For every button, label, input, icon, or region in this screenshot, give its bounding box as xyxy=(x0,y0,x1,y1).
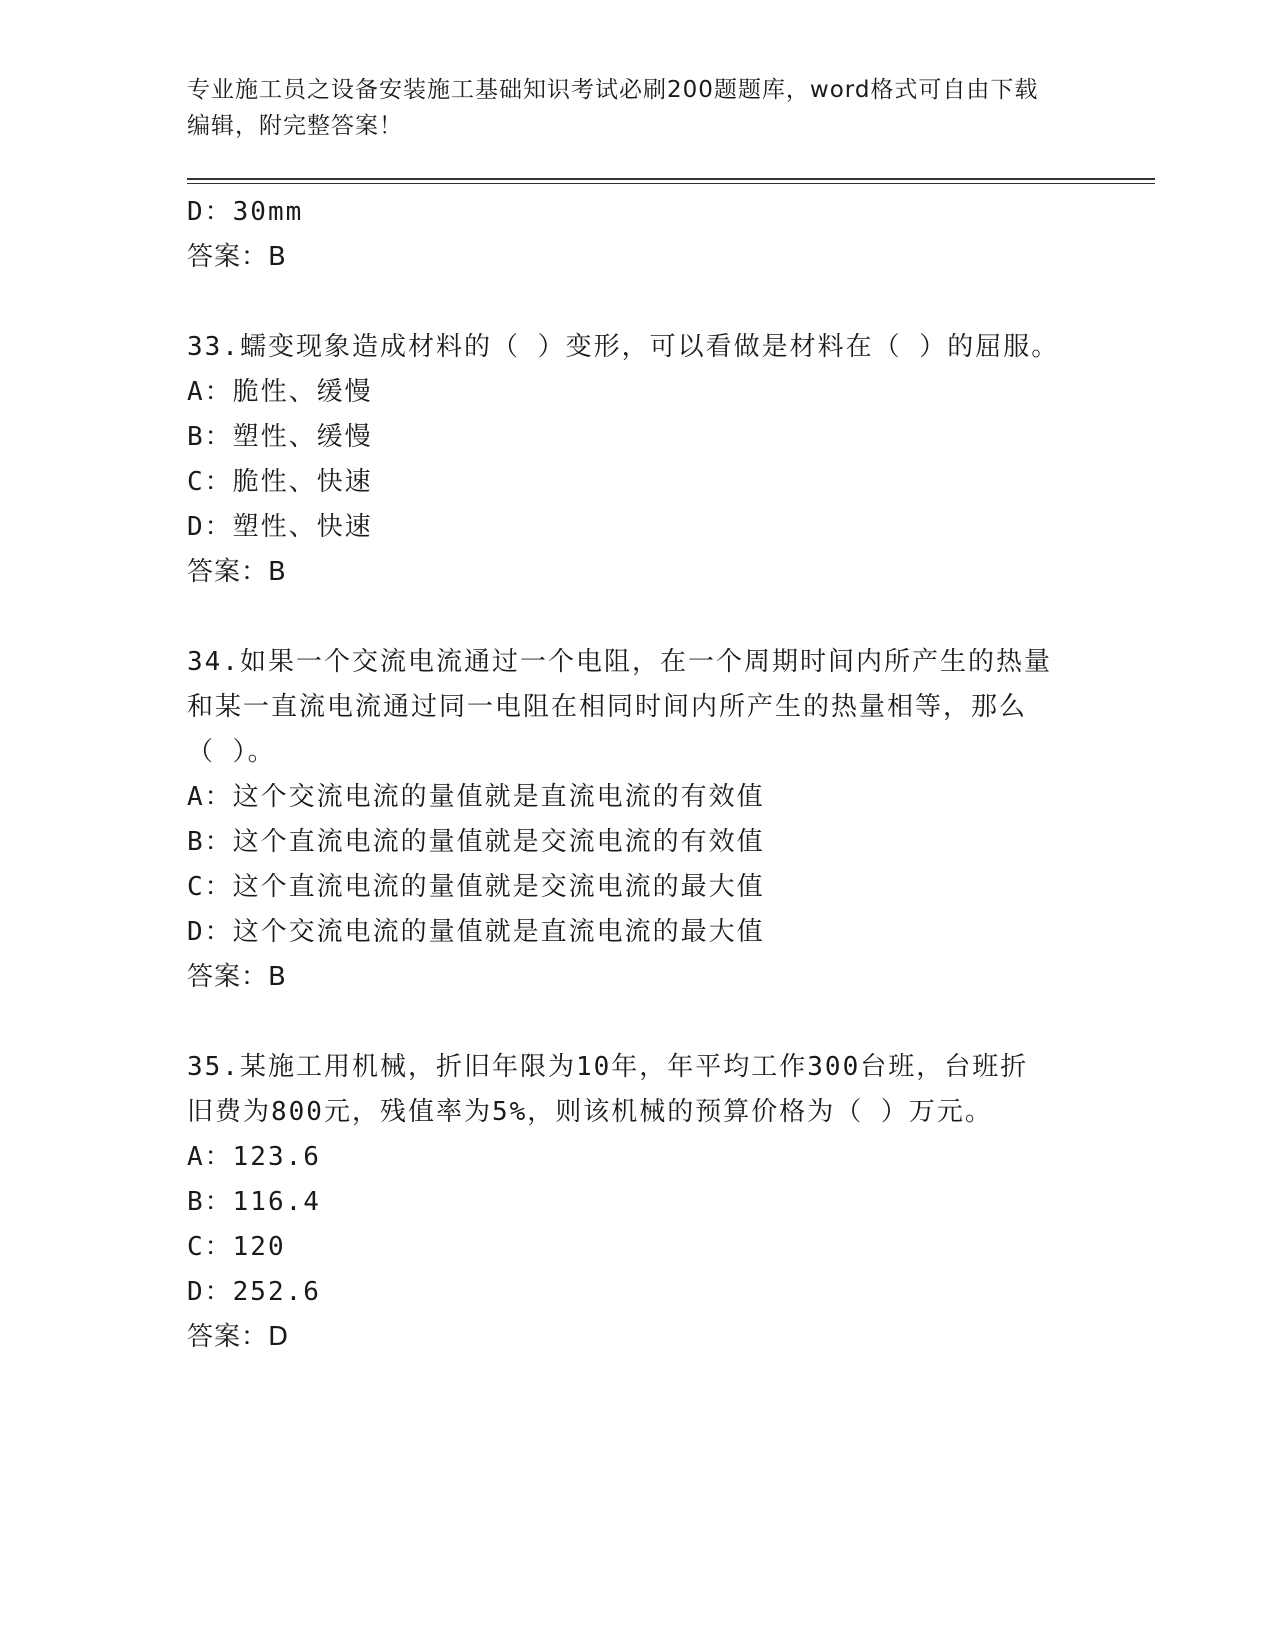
question-34-answer: 答案：B xyxy=(187,962,287,992)
header-divider-thick xyxy=(187,178,1155,180)
question-34-option-a: A：这个交流电流的量值就是直流电流的有效值 xyxy=(187,782,765,812)
question-33-option-b: B：塑性、缓慢 xyxy=(187,422,373,452)
question-34-option-c: C：这个直流电流的量值就是交流电流的最大值 xyxy=(187,872,765,902)
question-35-option-c: C：120 xyxy=(187,1232,286,1262)
header-line-1: 专业施工员之设备安装施工基础知识考试必刷200题题库，word格式可自由下载 xyxy=(187,77,1039,103)
spacer xyxy=(187,1000,1087,1045)
question-33-option-c: C：脆性、快速 xyxy=(187,467,373,497)
question-34-text-line-1: 34.如果一个交流电流通过一个电阻，在一个周期时间内所产生的热量 xyxy=(187,647,1052,677)
question-33-text: 33.蠕变现象造成材料的（ ）变形，可以看做是材料在（ ）的屈服。 xyxy=(187,332,1060,362)
question-35-option-a: A：123.6 xyxy=(187,1142,321,1172)
question-35-option-d: D：252.6 xyxy=(187,1277,321,1307)
spacer xyxy=(187,595,1087,640)
page-header xyxy=(187,72,1067,144)
question-33-option-a: A：脆性、缓慢 xyxy=(187,377,373,407)
question-35 xyxy=(187,1045,1087,1360)
header-line-2: 编辑，附完整答案！ xyxy=(187,113,403,139)
prev-option-d: D：30mm xyxy=(187,197,304,227)
question-35-text-line-1: 35.某施工用机械，折旧年限为10年，年平均工作300台班，台班折 xyxy=(187,1052,1029,1082)
spacer xyxy=(187,280,1087,325)
question-33 xyxy=(187,325,1087,595)
question-35-option-b: B：116.4 xyxy=(187,1187,321,1217)
question-33-option-d: D：塑性、快速 xyxy=(187,512,373,542)
question-35-text-line-2: 旧费为800元，残值率为5%，则该机械的预算价格为（ ）万元。 xyxy=(187,1097,993,1127)
question-content xyxy=(187,190,1087,1360)
header-divider-thin xyxy=(187,183,1155,184)
question-34 xyxy=(187,640,1087,1000)
question-34-text-line-3: （ ）。 xyxy=(187,737,276,767)
prev-answer: 答案：B xyxy=(187,242,287,272)
question-34-option-d: D：这个交流电流的量值就是直流电流的最大值 xyxy=(187,917,765,947)
question-34-option-b: B：这个直流电流的量值就是交流电流的有效值 xyxy=(187,827,765,857)
question-35-answer: 答案：D xyxy=(187,1322,290,1352)
question-33-answer: 答案：B xyxy=(187,557,287,587)
question-34-text-line-2: 和某一直流电流通过同一电阻在相同时间内所产生的热量相等，那么 xyxy=(187,692,1028,722)
